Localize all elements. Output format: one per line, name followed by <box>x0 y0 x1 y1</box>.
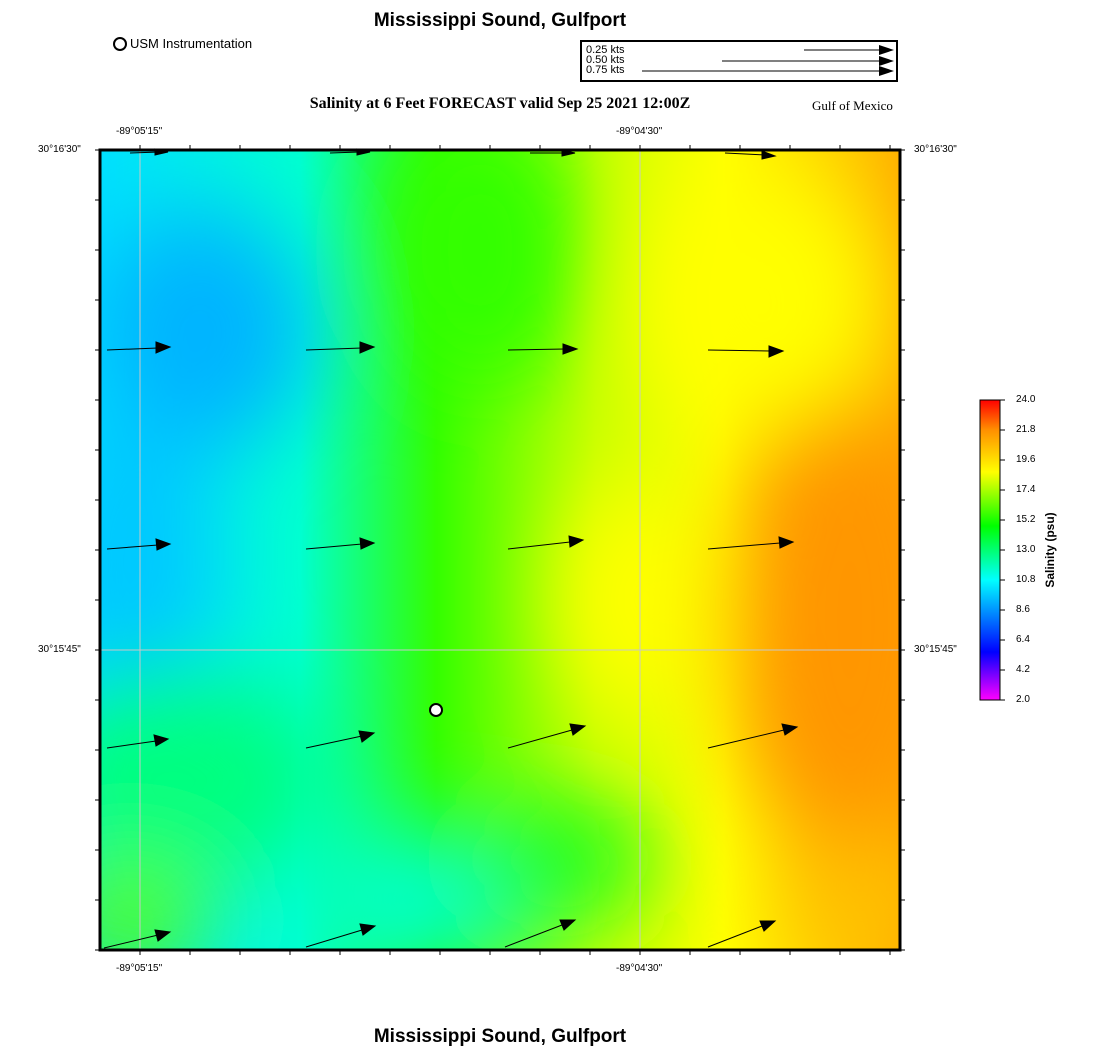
usm-station-marker[interactable] <box>430 704 442 716</box>
speed-label-075: 0.75 kts <box>586 64 625 76</box>
colorbar-tick-label: 4.2 <box>1016 664 1030 675</box>
colorbar-tick-label: 19.6 <box>1016 454 1036 465</box>
speed-label-050: 0.50 kts <box>586 54 625 66</box>
colorbar-title: Salinity (psu) <box>1043 512 1057 588</box>
colorbar-tick-label: 8.6 <box>1016 604 1030 615</box>
colorbar-tick-label: 17.4 <box>1016 484 1036 495</box>
top-lon-label-2: -89°04'30" <box>616 126 663 137</box>
bottom-lon-label-1: -89°05'15" <box>116 963 163 974</box>
left-lat-label-2: 30°15'45" <box>38 644 81 655</box>
top-lon-label-1: -89°05'15" <box>116 126 163 137</box>
colorbar-ticks <box>1000 400 1005 700</box>
colorbar <box>980 400 1000 700</box>
colorbar-tick-label: 15.2 <box>1016 514 1036 525</box>
salinity-field <box>30 110 970 980</box>
station-legend-label: USM Instrumentation <box>130 36 253 51</box>
speed-label-025: 0.25 kts <box>586 44 625 56</box>
right-lat-label-2: 30°15'45" <box>914 644 957 655</box>
region-label: Gulf of Mexico <box>812 98 893 113</box>
map-subtitle: Salinity at 6 Feet FORECAST valid Sep 25 2021 12:00Z <box>309 95 691 112</box>
map-footer-title: Mississippi Sound, Gulfport <box>373 1026 627 1047</box>
colorbar-tick-label: 6.4 <box>1016 634 1030 645</box>
colorbar-tick-label: 13.0 <box>1016 544 1036 555</box>
colorbar-tick-label: 10.8 <box>1016 574 1036 585</box>
left-lat-label-1: 30°16'30" <box>38 144 81 155</box>
right-lat-label-1: 30°16'30" <box>914 144 957 155</box>
bottom-lon-label-2: -89°04'30" <box>616 963 663 974</box>
colorbar-tick-label: 24.0 <box>1016 394 1036 405</box>
colorbar-tick-label: 21.8 <box>1016 424 1036 435</box>
map-title: Mississippi Sound, Gulfport <box>373 10 627 31</box>
colorbar-tick-label: 2.0 <box>1016 694 1030 705</box>
